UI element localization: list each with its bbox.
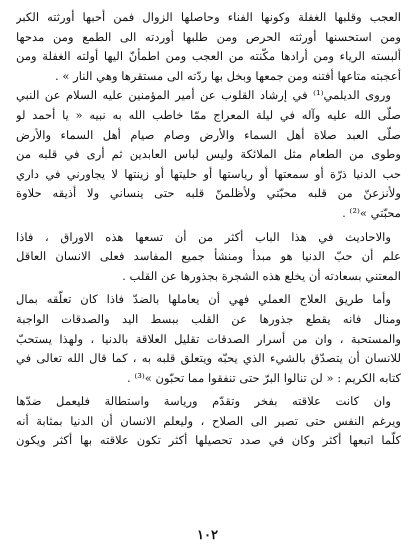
text-line: محبّتي »⁽²⁾ . xyxy=(342,205,401,220)
text-line: ومن استحسنها أورثته الحرص ومن طلبها أوردته الى الطمع ومن مدحها xyxy=(16,29,401,44)
text-line: العجب وقلبها الغفلة وكونها الفناء وحاصلها الزوال فمن أحبها أورثته الكبر xyxy=(16,10,401,24)
paragraph-3 xyxy=(16,228,401,287)
text-line: صلّى الله عليه وآله في ليلة المعراج ممّا خاطب الله به نبيه « يا أحمد لو xyxy=(16,107,401,122)
text-line: والاحاديث في هذا الباب أكثر من أن تسعها هذه الاوراق ، فاذا xyxy=(16,229,391,244)
paragraph-2 xyxy=(16,86,401,223)
text-line: كتابه الكريم : « لن تنالوا البرّ حتى تنفقوا مما تحبّون »⁽³⁾ . xyxy=(126,370,401,385)
paragraph-4 xyxy=(16,290,401,388)
page-number: ١٠٢ xyxy=(197,528,218,543)
text-line: والمستحبة ، وان من أسرار الصدقات تقليل العلاقة بالدنيا ، ولهذا يستحبّ xyxy=(16,331,401,346)
text-line: ولأنزعنّ من قلبه محبّتي ولأظلمنّ قلبه حتى ينساني ولا أذيقه حلاوة xyxy=(16,186,401,201)
text-line: حب الدنيا ذرّة أو سمعتها أو رياستها أو حليتها أو زينتها لا يجاورني في داري xyxy=(16,166,401,181)
text-line: وأما طريق العلاج العملي فهي أن يعاملها بالضدّ فاذا كان تعلّقه بمال xyxy=(16,292,391,307)
paragraph-1 xyxy=(16,8,401,86)
text-line: وروى الديلمي⁽¹⁾ في إرشاد القلوب عن أمير المؤمنين عليه السلام عن النبي xyxy=(16,88,391,103)
paragraph-5 xyxy=(16,392,401,451)
text-line: المعتني بسعادته أن يخلع هذه الشجرة بجذورها عن القلب . xyxy=(122,268,401,283)
text-line: ويرغم النفس حتى تصير الى الصلاح ، وليعلم الانسان أن الدنيا بمثابة أنه xyxy=(16,413,401,428)
text-line: كلّما اتبعها أكثر وكان في صدد تحصيلها أكثر تكون علاقته بها أكثر ويكون xyxy=(16,433,401,448)
text-line: وطوى من الطعام مثل الملائكة وليس لباس العابدين ثم أرى في قلبه من xyxy=(16,147,401,162)
text-line: أعجبته متاعها أفتنه ومن جمعها وبخل بها ردّته الى مستقرها وهي النار » . xyxy=(54,68,401,83)
text-line: للانسان أن يتصدّق بالشيء الذي يحبّه ويتعلق قلبه به ، كما قال الله تعالى في xyxy=(16,351,401,366)
text-line: وان كانت علاقته بفخر وتقدّم ورياسة واستطالة فليعمل ضدّها xyxy=(16,394,391,409)
text-line: صلّى العبد صلاة أهل السماء والأرض وصام صيام أهل السماء والأرض xyxy=(16,127,401,142)
body-text xyxy=(16,8,401,451)
text-line: علم أن حبّ الدنيا هو مبدأ ومنشأ جميع المفاسد فعلى الانسان العاقل xyxy=(16,249,401,264)
text-line: ومنال فانه يقطع جذورها عن القلب ببسط اليد والصدقات الواجبة xyxy=(16,311,401,326)
text-line: ألبسته الرياء ومن أرادها مكّنته من العجب ومن اطمأنّ اليها أولته الغفلة ومن xyxy=(16,49,401,64)
